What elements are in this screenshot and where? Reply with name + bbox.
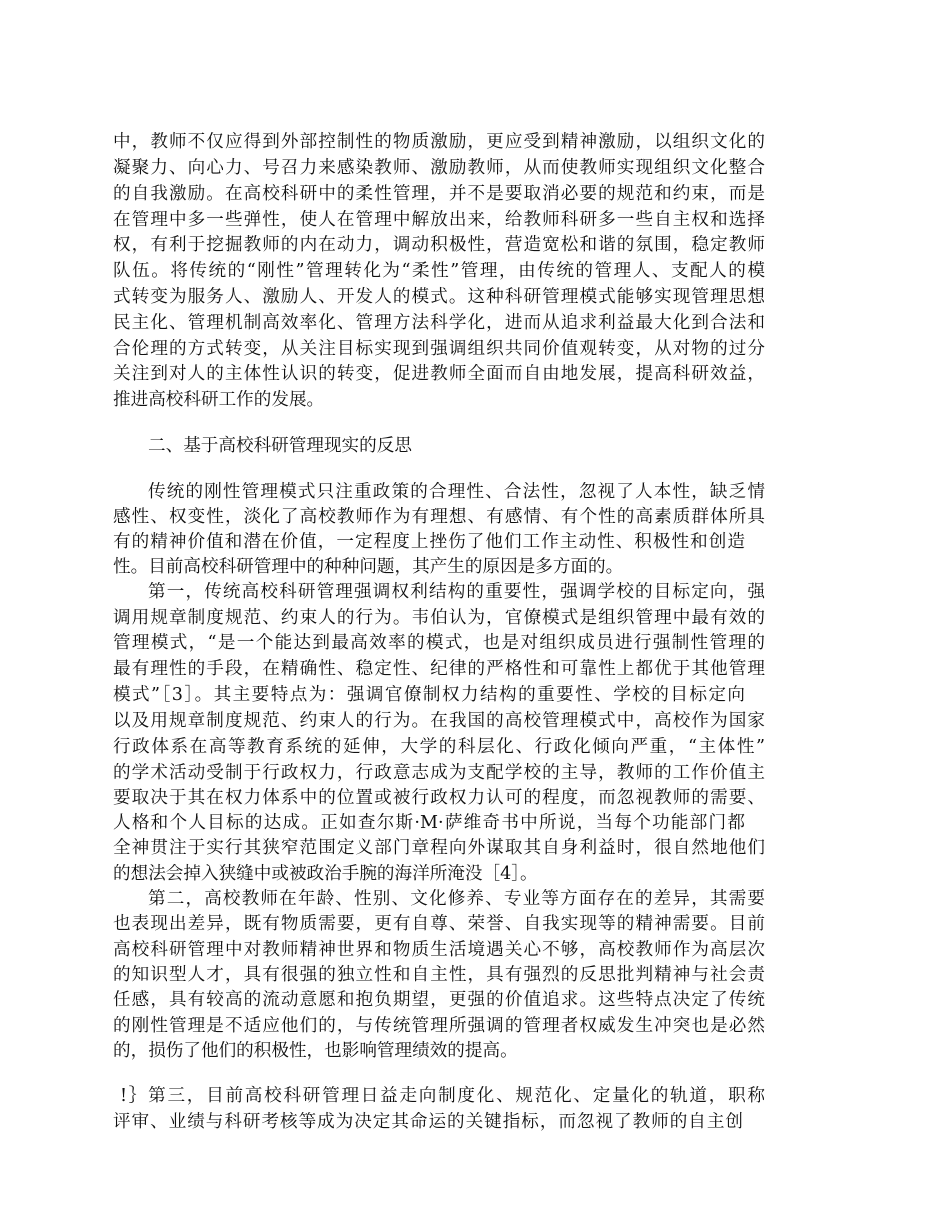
body-text-line: 性。目前高校科研管理中的种种问题，其产生的原因是多方面的。 — [113, 557, 624, 577]
body-text-line: 的自我激励。在高校科研中的柔性管理，并不是要取消必要的规范和约束，而是 — [113, 184, 765, 204]
body-text-line: 也表现出差异，既有物质需要，更有自尊、荣誉、自我实现等的精神需要。目前 — [113, 914, 765, 934]
body-text-line: 以及用规章制度规范、约束人的行为。在我国的高校管理模式中，高校作为国家 — [113, 711, 765, 731]
body-text-line: 高校科研管理中对教师精神世界和物质生活境遇关心不够，高校教师作为高层次 — [113, 940, 765, 960]
body-text-line: 任感，具有较高的流动意愿和抱负期望，更强的价值追求。这些特点决定了传统 — [113, 990, 765, 1010]
body-text-line: 权，有利于挖掘教师的内在动力，调动积极性，营造宽松和谐的氛围，稳定教师 — [113, 235, 765, 255]
body-text-line: 传统的刚性管理模式只注重政策的合理性、合法性，忽视了人本性，缺乏情 — [148, 482, 765, 502]
body-text-line: 式转变为服务人、激励人、开发人的模式。这种科研管理模式能够实现管理思想 — [113, 287, 765, 307]
body-text-line: 合伦理的方式转变，从关注目标实现到强调组织共同价值观转变，从对物的过分 — [113, 339, 765, 359]
body-text-line: 的，损伤了他们的积极性，也影响管理绩效的提高。 — [113, 1041, 518, 1061]
body-text-line: 凝聚力、向心力、号召力来感染教师、激励教师，从而使教师实现组织文化整合 — [113, 158, 765, 178]
body-text-line: 人格和个人目标的达成。正如查尔斯·M·萨维奇书中所说，当每个功能部门都 — [113, 813, 745, 833]
body-text-line: 行政体系在高等教育系统的延伸，大学的科层化、行政化倾向严重，“主体性” — [113, 737, 765, 757]
body-text-line: 第一，传统高校科研管理强调权利结构的重要性，强调学校的目标定向，强 — [148, 582, 765, 602]
body-text-line: 感性、权变性，淡化了高校教师作为有理想、有感情、有个性的高素质群体所具 — [113, 507, 765, 527]
body-text-line: 有的精神价值和潜在价值，一定程度上挫伤了他们工作主动性、积极性和创造 — [113, 532, 745, 552]
body-text-line: 模式”［3］。其主要特点为：强调官僚制权力结构的重要性、学校的目标定向 — [113, 685, 745, 705]
body-text-line: 的刚性管理是不适应他们的，与传统管理所强调的管理者权威发生冲突也是必然 — [113, 1016, 765, 1036]
body-text-line: !｝第三，目前高校科研管理日益走向制度化、规范化、定量化的轨道，职称 — [120, 1086, 765, 1106]
body-text-line: 的知识型人才，具有很强的独立性和自主性，具有强烈的反思批判精神与社会责 — [113, 965, 765, 985]
body-text-line: 最有理性的手段，在精确性、稳定性、纪律的严格性和可靠性上都优于其他管理 — [113, 659, 765, 679]
body-text-line: 管理模式，“是一个能达到最高效率的模式，也是对组织成员进行强制性管理的 — [113, 633, 765, 653]
body-text-line: 在管理中多一些弹性，使人在管理中解放出来，给教师科研多一些自主权和选择 — [113, 210, 765, 230]
body-text-line: 的想法会掉入狭缝中或被政治手腕的海洋所淹没［4］。 — [113, 864, 538, 884]
body-text-line: 第二，高校教师在年龄、性别、文化修养、专业等方面存在的差异，其需要 — [148, 889, 765, 909]
body-text-line: 推进高校科研工作的发展。 — [113, 390, 325, 410]
body-text-line: 队伍。将传统的“刚性”管理转化为“柔性”管理，由传统的管理人、支配人的模 — [113, 261, 765, 281]
body-text-line: 中，教师不仅应得到外部控制性的物质激励，更应受到精神激励，以组织文化的 — [113, 132, 765, 152]
section-heading: 二、基于高校科研管理现实的反思 — [148, 436, 412, 456]
body-text-line: 关注到对人的主体性认识的转变，促进教师全面而自由地发展，提高科研效益， — [113, 364, 765, 384]
body-text-line: 调用规章制度规范、约束人的行为。韦伯认为，官僚模式是组织管理中最有效的 — [113, 608, 765, 628]
body-text-line: 的学术活动受制于行政权力，行政意志成为支配学校的主导，教师的工作价值主 — [113, 763, 765, 783]
body-text-line: 民主化、管理机制高效率化、管理方法科学化，进而从追求利益最大化到合法和 — [113, 313, 765, 333]
body-text-line: 要取决于其在权力体系中的位置或被行政权力认可的程度，而忽视教师的需要、 — [113, 788, 765, 808]
body-text-line: 全神贯注于实行其狭窄范围定义部门章程向外谋取其自身利益时，很自然地他们 — [113, 838, 765, 858]
body-text-line: 评审、业绩与科研考核等成为决定其命运的关键指标，而忽视了教师的自主创 — [113, 1112, 743, 1132]
